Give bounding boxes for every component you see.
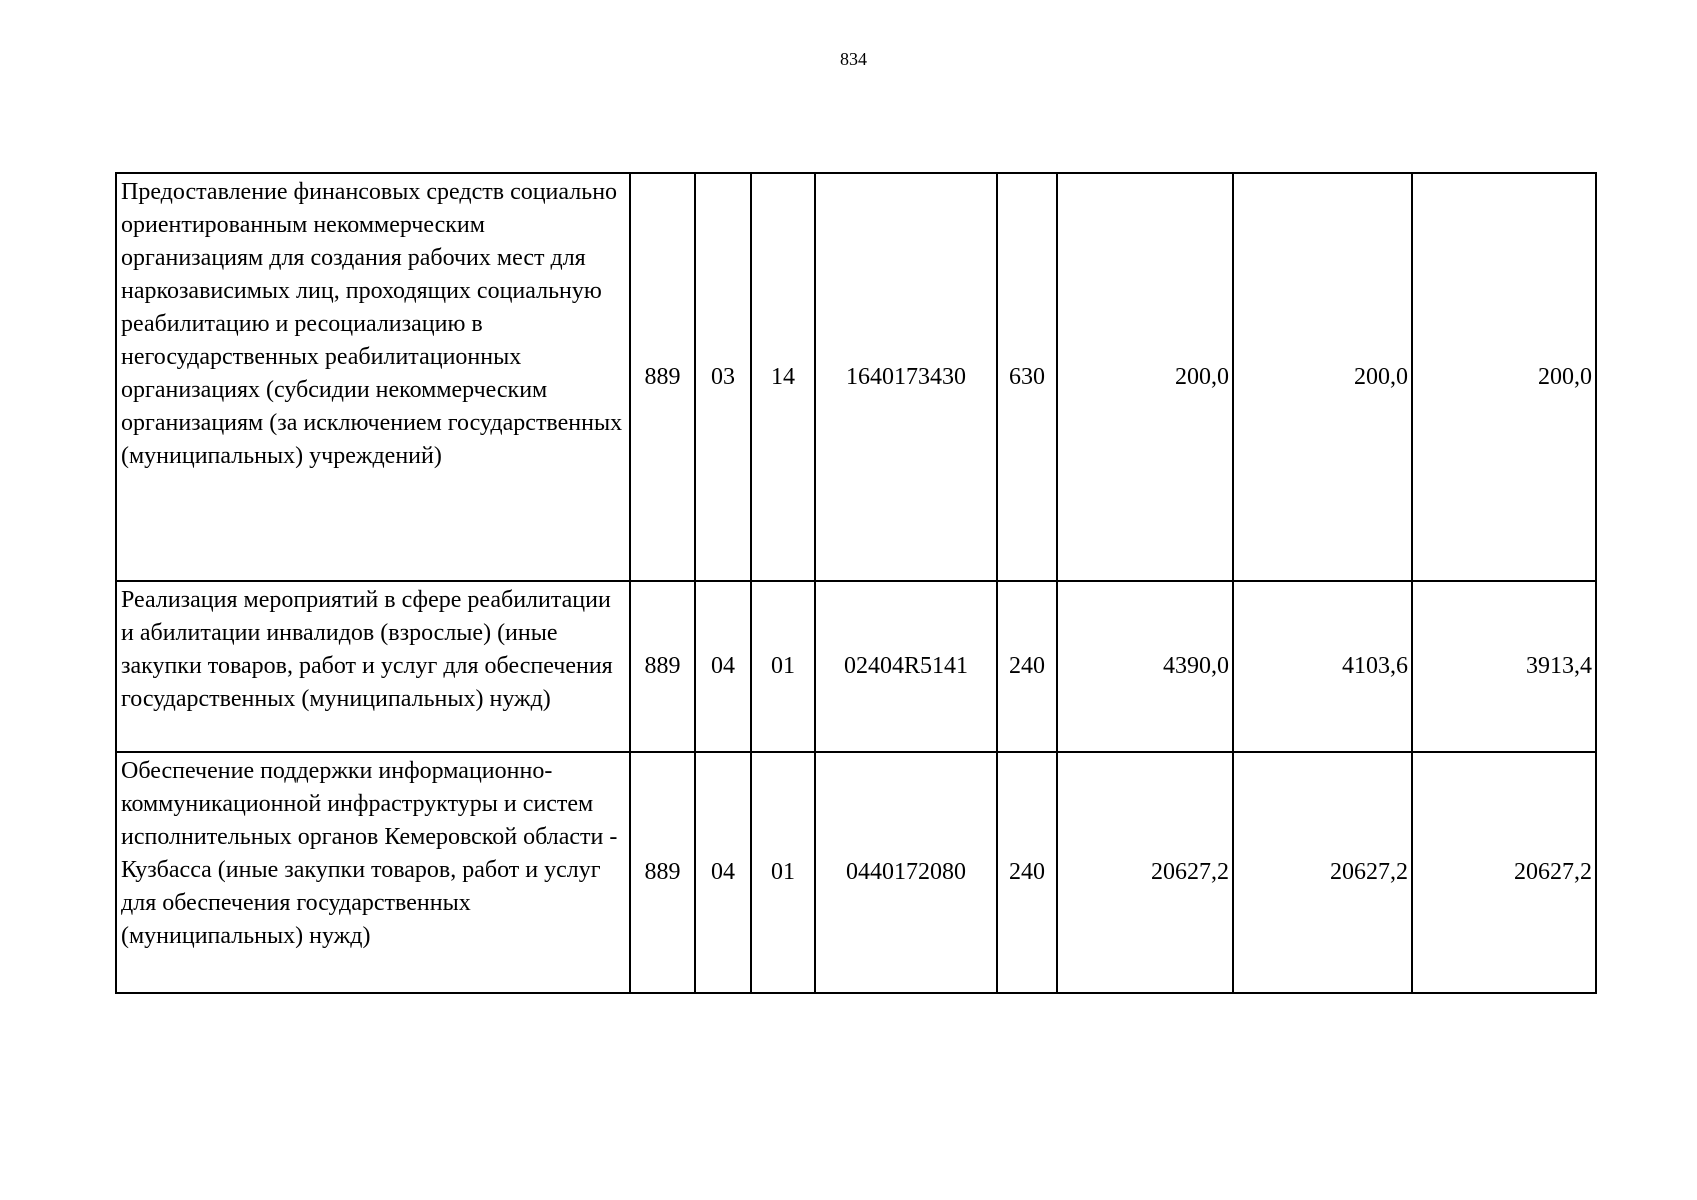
table-row [116, 581, 1596, 752]
row-description: Обеспечение поддержки информационно-коммуникационной инфраструктуры и систем исполнительных органов Кемеровской области - Кузбасса (иные закупки товаров, работ и услуг для обеспечения государственных (муниципальных) нужд) [116, 752, 630, 993]
amount-cell: 4390,0 [1057, 581, 1233, 752]
ministry-code: 889 [630, 173, 695, 581]
amount-cell: 3913,4 [1412, 581, 1596, 752]
ministry-code: 889 [630, 581, 695, 752]
section-code: 04 [695, 581, 751, 752]
expense-type-code: 630 [997, 173, 1057, 581]
amount-cell: 200,0 [1412, 173, 1596, 581]
table-row [116, 752, 1596, 993]
target-article-code: 1640173430 [815, 173, 997, 581]
section-code: 04 [695, 752, 751, 993]
row-description: Предоставление финансовых средств социально ориентированным некоммерческим организациям для создания рабочих мест для наркозависимых лиц, проходящих социальную реабилитацию и ресоциализацию в негосударственных реабилитационных организациях (субсидии некоммерческим организациям (за исключением государственных (муниципальных) учреждений) [116, 173, 630, 581]
ministry-code: 889 [630, 752, 695, 993]
subsection-code: 01 [751, 752, 815, 993]
amount-cell: 20627,2 [1412, 752, 1596, 993]
subsection-code: 14 [751, 173, 815, 581]
budget-table [115, 172, 1597, 994]
expense-type-code: 240 [997, 581, 1057, 752]
amount-cell: 4103,6 [1233, 581, 1412, 752]
amount-cell: 200,0 [1057, 173, 1233, 581]
section-code: 03 [695, 173, 751, 581]
table-row [116, 173, 1596, 581]
subsection-code: 01 [751, 581, 815, 752]
expense-type-code: 240 [997, 752, 1057, 993]
amount-cell: 20627,2 [1057, 752, 1233, 993]
page-number: 834 [840, 49, 867, 69]
amount-cell: 20627,2 [1233, 752, 1412, 993]
target-article-code: 02404R5141 [815, 581, 997, 752]
target-article-code: 0440172080 [815, 752, 997, 993]
row-description: Реализация мероприятий в сфере реабилитации и абилитации инвалидов (взрослые) (иные закупки товаров, работ и услуг для обеспечения государственных (муниципальных) нужд) [116, 581, 630, 752]
amount-cell: 200,0 [1233, 173, 1412, 581]
